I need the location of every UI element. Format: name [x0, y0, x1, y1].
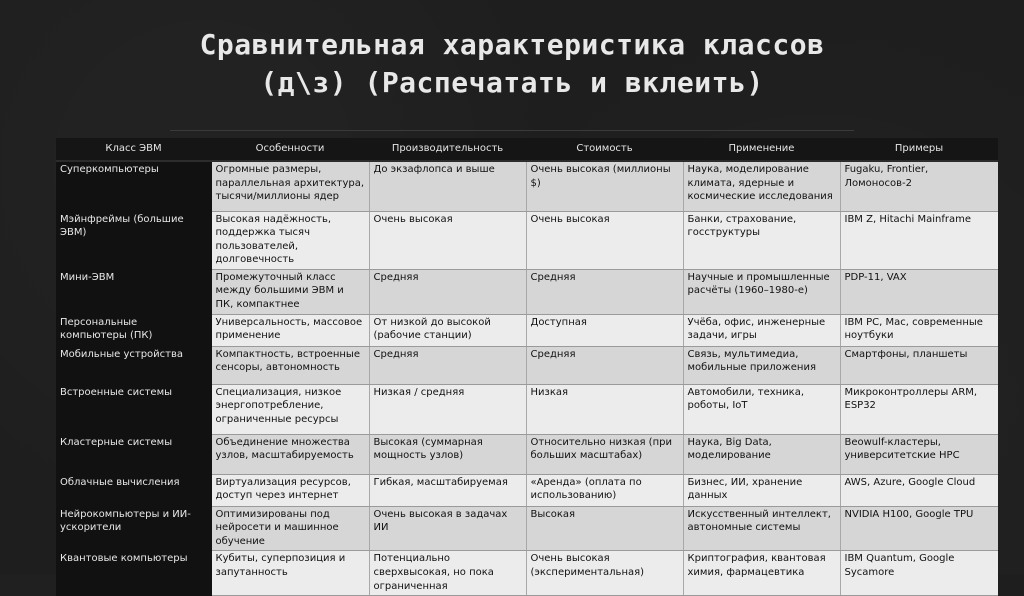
cell-cost: Относительно низкая (при больших масштабах): [526, 434, 683, 474]
table-row: [56, 314, 998, 346]
cell-cost: Низкая: [526, 384, 683, 434]
header-examples: Примеры: [840, 138, 998, 161]
cell-class: Мэйнфреймы (большие ЭВМ): [56, 211, 211, 269]
cell-application: Искусственный интеллект, автономные системы: [683, 506, 840, 551]
table-row: [56, 551, 998, 596]
table-row: [56, 474, 998, 506]
cell-performance: От низкой до высокой (рабочие станции): [369, 314, 526, 346]
cell-application: Криптография, квантовая химия, фармацевтика: [683, 551, 840, 596]
table-row: [56, 434, 998, 474]
cell-class: Мобильные устройства: [56, 346, 211, 384]
cell-class: Суперкомпьютеры: [56, 161, 211, 211]
comparison-table: [56, 138, 998, 596]
cell-examples: Fugaku, Frontier, Ломоносов-2: [840, 161, 998, 211]
cell-class: Кластерные системы: [56, 434, 211, 474]
cell-features: Виртуализация ресурсов, доступ через интернет: [211, 474, 369, 506]
slide-title: [0, 26, 1024, 102]
cell-cost: Средняя: [526, 346, 683, 384]
cell-features: Оптимизированы под нейросети и машинное обучение: [211, 506, 369, 551]
cell-application: Наука, Big Data, моделирование: [683, 434, 840, 474]
cell-features: Кубиты, суперпозиция и запутанность: [211, 551, 369, 596]
cell-application: Связь, мультимедиа, мобильные приложения: [683, 346, 840, 384]
cell-performance: Средняя: [369, 346, 526, 384]
cell-application: Научные и промышленные расчёты (1960–1980-е): [683, 269, 840, 314]
cell-features: Объединение множества узлов, масштабируемость: [211, 434, 369, 474]
cell-cost: Очень высокая (миллионы $): [526, 161, 683, 211]
cell-performance: Средняя: [369, 269, 526, 314]
cell-application: Наука, моделирование климата, ядерные и космические исследования: [683, 161, 840, 211]
header-application: Применение: [683, 138, 840, 161]
cell-class: Встроенные системы: [56, 384, 211, 434]
cell-performance: Низкая / средняя: [369, 384, 526, 434]
cell-examples: AWS, Azure, Google Cloud: [840, 474, 998, 506]
cell-cost: «Аренда» (оплата по использованию): [526, 474, 683, 506]
cell-class: Мини-ЭВМ: [56, 269, 211, 314]
cell-features: Специализация, низкое энергопотребление, ограниченные ресурсы: [211, 384, 369, 434]
cell-application: Автомобили, техника, роботы, IoT: [683, 384, 840, 434]
cell-performance: Потенциально сверхвысокая, но пока ограниченная: [369, 551, 526, 596]
header-features: Особенности: [211, 138, 369, 161]
slide-title-line-2: (д\з) (Распечатать и вклеить): [260, 66, 764, 99]
cell-examples: Beowulf-кластеры, университетские HPC: [840, 434, 998, 474]
table-row: [56, 346, 998, 384]
cell-performance: Очень высокая: [369, 211, 526, 269]
cell-examples: Смартфоны, планшеты: [840, 346, 998, 384]
header-cost: Стоимость: [526, 138, 683, 161]
table-row: [56, 161, 998, 211]
cell-cost: Средняя: [526, 269, 683, 314]
header-performance: Производительность: [369, 138, 526, 161]
cell-class: Квантовые компьютеры: [56, 551, 211, 596]
table-row: [56, 506, 998, 551]
cell-cost: Высокая: [526, 506, 683, 551]
table-row: [56, 211, 998, 269]
cell-application: Бизнес, ИИ, хранение данных: [683, 474, 840, 506]
cell-features: Промежуточный класс между большими ЭВМ и ПК, компактнее: [211, 269, 369, 314]
cell-performance: До экзафлопса и выше: [369, 161, 526, 211]
cell-examples: IBM Quantum, Google Sycamore: [840, 551, 998, 596]
cell-features: Компактность, встроенные сенсоры, автономность: [211, 346, 369, 384]
slide-title-line-1: Сравнительная характеристика классов: [199, 28, 825, 61]
table-header-row: [56, 138, 998, 161]
cell-performance: Очень высокая в задачах ИИ: [369, 506, 526, 551]
cell-application: Банки, страхование, госструктуры: [683, 211, 840, 269]
cell-examples: NVIDIA H100, Google TPU: [840, 506, 998, 551]
cell-features: Универсальность, массовое применение: [211, 314, 369, 346]
header-class: Класс ЭВМ: [56, 138, 211, 161]
cell-examples: Микроконтроллеры ARM, ESP32: [840, 384, 998, 434]
cell-examples: IBM Z, Hitachi Mainframe: [840, 211, 998, 269]
cell-examples: IBM PC, Mac, современные ноутбуки: [840, 314, 998, 346]
cell-cost: Очень высокая: [526, 211, 683, 269]
cell-cost: Очень высокая (экспериментальная): [526, 551, 683, 596]
cell-cost: Доступная: [526, 314, 683, 346]
cell-examples: PDP-11, VAX: [840, 269, 998, 314]
cell-application: Учёба, офис, инженерные задачи, игры: [683, 314, 840, 346]
cell-features: Высокая надёжность, поддержка тысяч пользователей, долговечность: [211, 211, 369, 269]
title-divider: [170, 130, 854, 131]
cell-class: Персональные компьютеры (ПК): [56, 314, 211, 346]
cell-performance: Высокая (суммарная мощность узлов): [369, 434, 526, 474]
cell-features: Огромные размеры, параллельная архитектура, тысячи/миллионы ядер: [211, 161, 369, 211]
table-row: [56, 384, 998, 434]
table-row: [56, 269, 998, 314]
cell-performance: Гибкая, масштабируемая: [369, 474, 526, 506]
cell-class: Нейрокомпьютеры и ИИ-ускорители: [56, 506, 211, 551]
cell-class: Облачные вычисления: [56, 474, 211, 506]
